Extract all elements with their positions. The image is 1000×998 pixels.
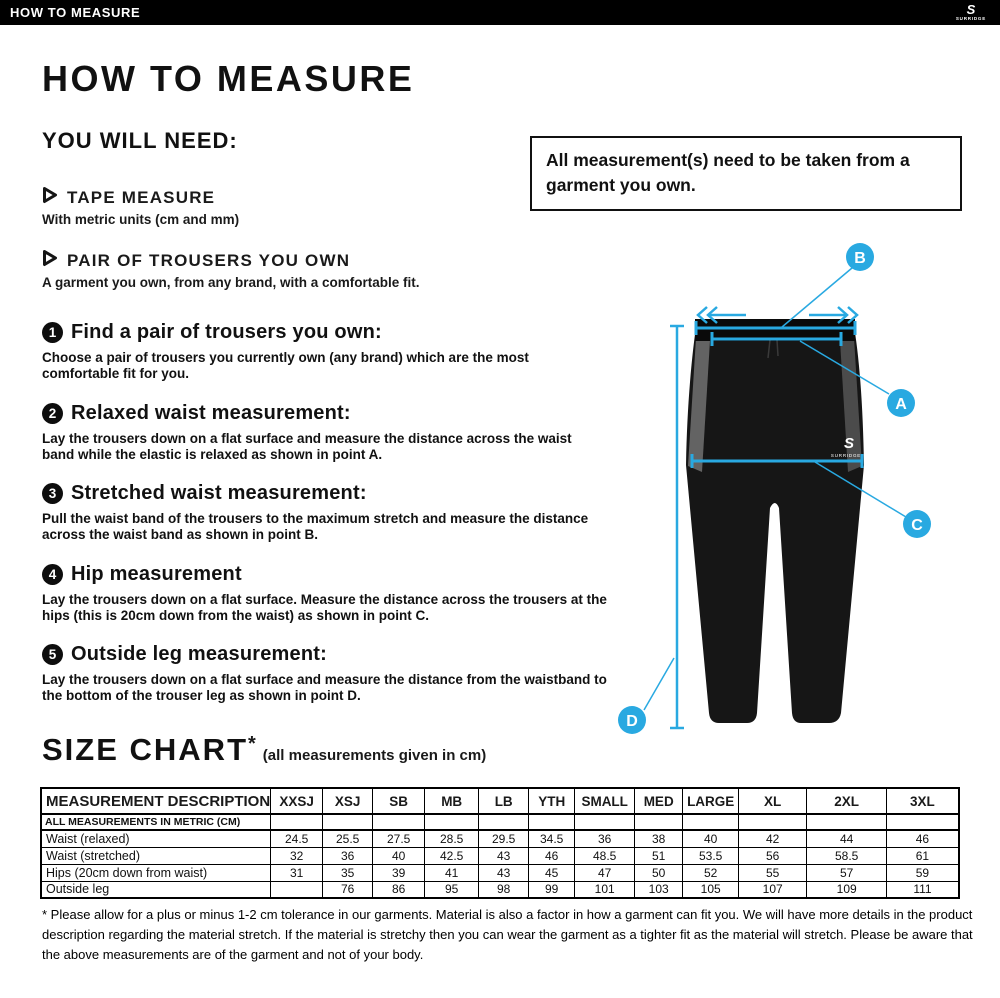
step-description: Pull the waist band of the trousers to the maximum stretch and measure the distance across the waist band as shown in point B. [42,511,589,542]
size-chart-row [41,847,959,864]
trousers-figure [600,240,1000,760]
page-title: HOW TO MEASURE [42,58,415,99]
surridge-logo-icon: S [966,2,976,18]
step-title: Outside leg measurement: [71,643,327,665]
measurement-value-cell: 51 [635,847,683,864]
step-title: Relaxed waist measurement: [71,401,351,424]
drawstring [777,340,778,356]
garment-logo-text: SURRIDGE [830,453,862,458]
size-chart-column-header: 3XL [887,788,959,814]
you-will-need-heading: YOU WILL NEED: [42,128,238,153]
measure-step [42,643,617,724]
measurement-value-cell: 42 [739,830,807,847]
measure-step [42,482,617,563]
measurement-value-cell: 61 [887,847,959,864]
size-chart-column-header: XSJ [323,788,373,814]
marker-b-label: B [854,250,866,267]
empty-cell [529,814,575,830]
empty-cell [575,814,635,830]
top-bar-title: HOW TO MEASURE [10,5,141,20]
surridge-logo-text: SURRIDGE [955,16,986,22]
measurement-value-cell: 58.5 [807,847,887,864]
size-chart-column-header: LARGE [683,788,739,814]
step-title: Find a pair of trousers you own: [71,321,382,343]
size-chart-header-row [41,788,959,814]
size-chart-row [41,881,959,898]
step-number-badge: 2 [42,403,63,424]
measurement-value-cell: 36 [575,830,635,847]
measurement-value-cell: 98 [479,881,529,898]
measurement-value-cell: 40 [683,830,739,847]
measurement-value-cell: 29.5 [479,830,529,847]
empty-cell [479,814,529,830]
measurement-value-cell: 43 [479,847,529,864]
measurement-value-cell: 38 [635,830,683,847]
trousers-diagram-svg [600,240,1000,760]
empty-cell [373,814,425,830]
size-chart-row [41,864,959,881]
measurement-value-cell: 95 [425,881,479,898]
triangle-bullet-icon [42,186,58,209]
size-chart-body [41,814,959,898]
measurement-value-cell: 103 [635,881,683,898]
measurement-value-cell: 99 [529,881,575,898]
notice-box: All measurement(s) need to be taken from a garment you own. [530,136,962,211]
marker-d-label: D [626,713,638,730]
outside-leg-line [670,326,684,728]
metric-note-cell: ALL MEASUREMENTS IN METRIC (CM) [41,814,271,830]
measurement-value-cell: 53.5 [683,847,739,864]
measurement-value-cell: 105 [683,881,739,898]
measure-step [42,563,617,644]
metric-note-row [41,814,959,830]
step-number-badge: 1 [42,322,63,343]
surridge-logo [956,3,990,22]
measure-step [42,321,617,402]
size-chart-subheading: (all measurements given in cm) [262,747,487,764]
trousers-silhouette [686,319,864,723]
measurement-value-cell [271,881,323,898]
measurement-value-cell: 50 [635,864,683,881]
empty-cell [425,814,479,830]
measurement-value-cell: 111 [887,881,959,898]
measure-steps [42,321,617,724]
size-chart-asterisk: * [248,733,256,755]
measurement-value-cell: 86 [373,881,425,898]
step-number-badge: 5 [42,644,63,665]
measurement-value-cell: 42.5 [425,847,479,864]
need-item-description: A garment you own, from any brand, with a comfortable fit. [42,275,420,290]
measurement-label-cell: Hips (20cm down from waist) [41,864,271,881]
size-chart-column-header: XL [739,788,807,814]
measurement-value-cell: 35 [323,864,373,881]
empty-cell [271,814,323,830]
size-chart-column-header: YTH [529,788,575,814]
need-item-description: With metric units (cm and mm) [42,212,240,227]
measurement-value-cell: 31 [271,864,323,881]
need-item [42,249,562,312]
measure-step [42,402,617,483]
size-chart-table [40,787,960,899]
size-chart-column-header: MEASUREMENT DESCRIPTION [41,788,271,814]
empty-cell [887,814,959,830]
measurement-value-cell: 43 [479,864,529,881]
step-description: Lay the trousers down on a flat surface and measure the distance from the waistband to the bottom of the trouser leg as shown in point D. [42,672,607,703]
measurement-value-cell: 76 [323,881,373,898]
marker-c-label: C [911,517,923,534]
measurement-value-cell: 24.5 [271,830,323,847]
step-number-badge: 3 [42,483,63,504]
step-number-badge: 4 [42,564,63,585]
measurement-value-cell: 25.5 [323,830,373,847]
measurement-value-cell: 36 [323,847,373,864]
measurement-value-cell: 44 [807,830,887,847]
size-chart-heading [42,732,486,768]
size-chart-column-header: SB [373,788,425,814]
measurement-value-cell: 55 [739,864,807,881]
step-title: Stretched waist measurement: [71,482,367,504]
step-title: Hip measurement [71,562,242,585]
footnote: * Please allow for a plus or minus 1-2 cm tolerance in our garments. Material is also a factor in how a garment can fit you. We will have more details in the product description regarding the material stretch. If the material is stretchy then you can wear the garment as a tighter fit as the material will stretch. Please be aware that the above measurements are of the garment and not of your body. [42,907,973,963]
measurement-value-cell: 48.5 [575,847,635,864]
measurement-value-cell: 109 [807,881,887,898]
empty-cell [739,814,807,830]
size-chart-row [41,830,959,847]
measurement-value-cell: 56 [739,847,807,864]
empty-cell [683,814,739,830]
measurement-value-cell: 107 [739,881,807,898]
measurement-value-cell: 46 [887,830,959,847]
empty-cell [807,814,887,830]
measurement-value-cell: 27.5 [373,830,425,847]
size-chart-column-header: MB [425,788,479,814]
size-chart-title: SIZE CHART [42,732,248,767]
step-description: Lay the trousers down on a flat surface. Measure the distance across the trousers at the hips (this is 20cm down from the waist) as shown in point C. [42,591,607,623]
step-description: Choose a pair of trousers you currently own (any brand) which are the most comfortable fit for you. [42,350,529,381]
measurement-value-cell: 32 [271,847,323,864]
you-will-need-items [42,186,562,312]
measurement-value-cell: 52 [683,864,739,881]
empty-cell [323,814,373,830]
size-chart-column-header: 2XL [807,788,887,814]
need-item-label: TAPE MEASURE [67,187,216,207]
size-chart-column-header: XXSJ [271,788,323,814]
measurement-value-cell: 41 [425,864,479,881]
measurement-value-cell: 46 [529,847,575,864]
step-description: Lay the trousers down on a flat surface and measure the distance across the waist band while the elastic is relaxed as shown in point A. [42,430,572,462]
measurement-value-cell: 39 [373,864,425,881]
measurement-label-cell: Waist (relaxed) [41,830,271,847]
need-item [42,186,562,249]
triangle-bullet-icon [42,249,58,272]
empty-cell [635,814,683,830]
measurement-value-cell: 57 [807,864,887,881]
top-bar [0,0,1000,25]
measurement-value-cell: 40 [373,847,425,864]
measurement-label-cell: Waist (stretched) [41,847,271,864]
size-chart-column-header: LB [479,788,529,814]
measurement-label-cell: Outside leg [41,881,271,898]
measurement-value-cell: 47 [575,864,635,881]
size-chart-column-header: SMALL [575,788,635,814]
measurement-value-cell: 34.5 [529,830,575,847]
measurement-value-cell: 45 [529,864,575,881]
measurement-value-cell: 28.5 [425,830,479,847]
marker-a-label: A [895,396,907,413]
measurement-value-cell: 101 [575,881,635,898]
measurement-value-cell: 59 [887,864,959,881]
need-item-label: PAIR OF TROUSERS YOU OWN [67,250,351,270]
garment-logo-icon: S [843,435,855,452]
size-chart-column-header: MED [635,788,683,814]
